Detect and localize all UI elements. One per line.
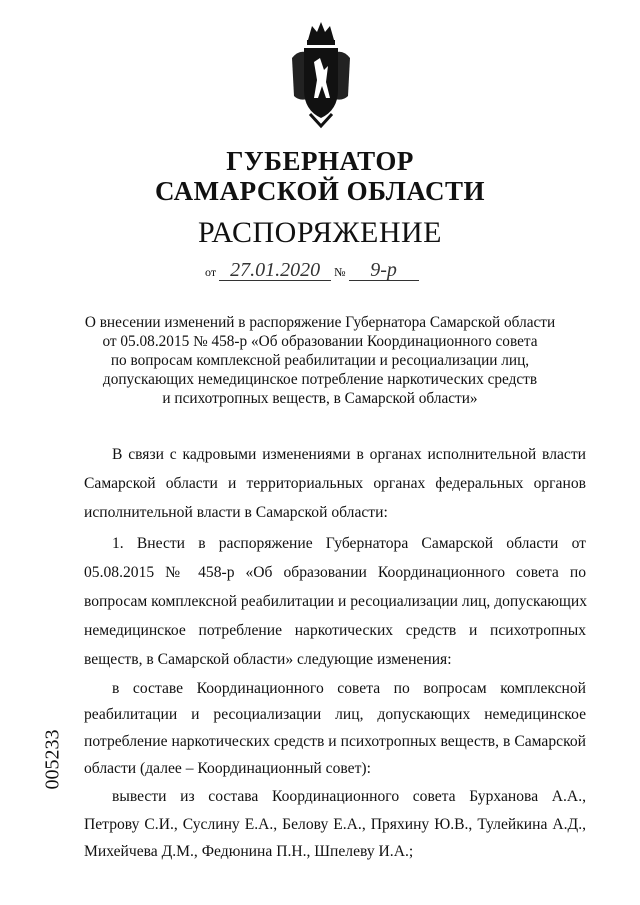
heading-line: по вопросам комплексной реабилитации и ресоциализации лиц, — [110, 352, 530, 369]
body-line: 05.08.2015 № 458-р «Об образовании Координационного совета по — [84, 564, 586, 581]
title-governor: ГУБЕРНАТОР — [226, 146, 414, 176]
side-serial-number: 005233 — [41, 729, 64, 790]
coat-of-arms-icon — [290, 18, 352, 130]
body-line: области (далее – Координационный совет): — [84, 760, 371, 777]
document-type: РАСПОРЯЖЕНИЕ — [197, 216, 443, 249]
coat-of-arms — [290, 18, 352, 130]
body-line: немедицинское потребление наркотических средств и психотропных — [84, 622, 586, 639]
body-line: реабилитации и ресоциализации лиц, допускающих немедицинское — [84, 706, 586, 723]
body-line: Петрову С.И., Суслину Е.А., Белову Е.А., Пряхину Ю.В., Тулейкина А.Д., — [84, 816, 586, 833]
body-line: потребление наркотических средств и психотропных веществ, в Самарской — [84, 733, 586, 750]
number-prefix: № — [334, 265, 346, 279]
body-line: вывести из состава Координационного совета Бурханова А.А., — [112, 788, 586, 805]
body-line: В связи с кадровыми изменениями в органах исполнительной власти — [112, 446, 586, 463]
body-line: в составе Координационного совета по вопросам комплексной — [112, 680, 586, 697]
body-line: вопросам комплексной реабилитации и ресоциализации лиц, допускающих — [84, 593, 588, 610]
body-line: веществ, в Самарской области» следующие изменения: — [84, 651, 452, 668]
heading-line: и психотропных веществ, в Самарской области» — [162, 390, 478, 407]
number-handwritten: 9-р — [349, 260, 419, 281]
body-line: Самарской области и территориальных органах федеральных органов — [84, 475, 586, 492]
date-number-line — [205, 260, 419, 281]
body-line: Михейчева Д.М., Федюнина П.Н., Шпелеву И.А.; — [84, 843, 414, 860]
title-region: САМАРСКОЙ ОБЛАСТИ — [154, 176, 486, 206]
body-line: 1. Внести в распоряжение Губернатора Самарской области от — [112, 535, 586, 552]
heading-line: от 05.08.2015 № 458-р «Об образовании Координационного совета — [102, 333, 538, 350]
document-heading — [0, 313, 640, 408]
body-line: исполнительной власти в Самарской области: — [84, 504, 388, 521]
heading-line: О внесении изменений в распоряжение Губернатора Самарской области — [84, 314, 556, 331]
heading-line: допускающих немедицинское потребление наркотических средств — [102, 371, 538, 388]
date-prefix: от — [205, 265, 217, 279]
date-handwritten: 27.01.2020 — [219, 260, 331, 281]
